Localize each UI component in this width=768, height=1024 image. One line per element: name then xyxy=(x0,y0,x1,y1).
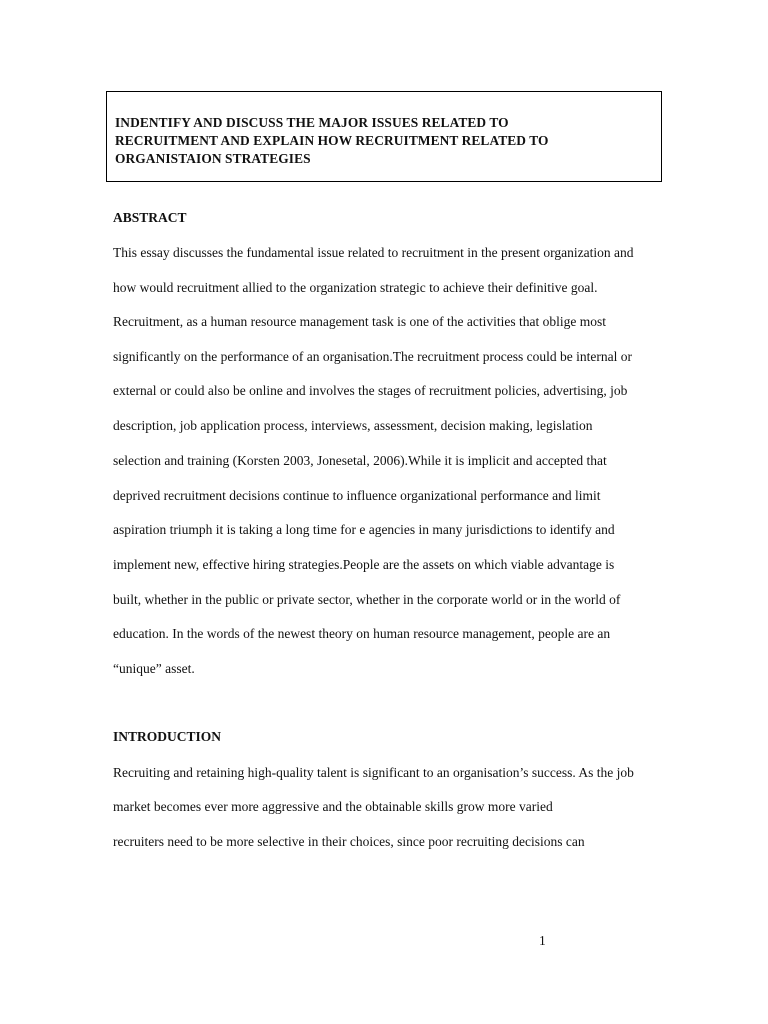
title-line: RECRUITMENT AND EXPLAIN HOW RECRUITMENT RELATED TO xyxy=(115,133,549,148)
abstract-line: “unique” asset. xyxy=(113,661,195,676)
abstract-line: selection and training (Korsten 2003, Jonesetal, 2006).While it is implicit and accepted that xyxy=(113,453,607,468)
abstract-line: how would recruitment allied to the organization strategic to achieve their definitive goal. xyxy=(113,280,598,295)
abstract-line: education. In the words of the newest theory on human resource management, people are an xyxy=(113,626,611,641)
abstract-line: This essay discusses the fundamental issue related to recruitment in the present organization and xyxy=(113,245,634,260)
introduction-line: market becomes ever more aggressive and the obtainable skills grow more varied xyxy=(113,799,553,814)
abstract-heading: ABSTRACT xyxy=(113,210,187,225)
introduction-heading: INTRODUCTION xyxy=(113,729,222,744)
title-line: INDENTIFY AND DISCUSS THE MAJOR ISSUES RELATED TO xyxy=(115,115,509,130)
abstract-line: deprived recruitment decisions continue to influence organizational performance and limit xyxy=(113,488,601,503)
title-line: ORGANISTAION STRATEGIES xyxy=(115,151,311,166)
abstract-line: description, job application process, interviews, assessment, decision making, legislation xyxy=(113,418,593,433)
abstract-line: Recruitment, as a human resource management task is one of the activities that oblige most xyxy=(113,314,606,329)
abstract-line: significantly on the performance of an organisation.The recruitment process could be internal or xyxy=(113,349,632,364)
abstract-line: implement new, effective hiring strategies.People are the assets on which viable advantage is xyxy=(113,557,615,572)
abstract-line: external or could also be online and involves the stages of recruitment policies, advertising, job xyxy=(113,383,628,398)
introduction-line: recruiters need to be more selective in their choices, since poor recruiting decisions can xyxy=(113,834,585,849)
page-number: 1 xyxy=(539,933,546,948)
introduction-line: Recruiting and retaining high-quality talent is significant to an organisation’s success. As the job xyxy=(113,765,634,780)
title-box xyxy=(106,91,662,182)
abstract-line: aspiration triumph it is taking a long time for e agencies in many jurisdictions to identify and xyxy=(113,522,615,537)
abstract-line: built, whether in the public or private sector, whether in the corporate world or in the world of xyxy=(113,592,621,607)
